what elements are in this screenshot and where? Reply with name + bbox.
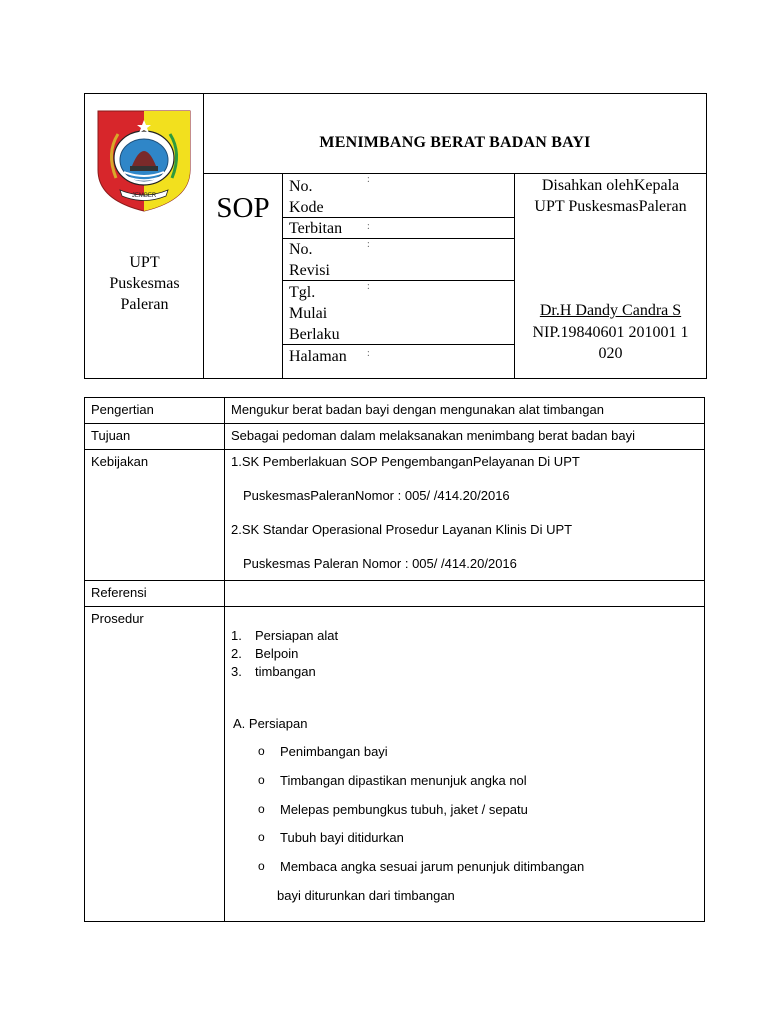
org-name-line: Paleran: [120, 296, 169, 313]
nip-line: 020: [598, 345, 623, 362]
meta-label: [289, 282, 340, 345]
meta-label-line: No.: [289, 178, 313, 195]
approval-line: Disahkan olehKepala: [541, 177, 680, 194]
meta-label: [289, 176, 324, 218]
organization-name: [85, 252, 204, 315]
bullet-icon: o: [258, 744, 265, 758]
tool-list-item: [231, 663, 316, 680]
row-tujuan: [85, 424, 704, 450]
meta-row-no-kode: [283, 174, 514, 218]
tujuan-text: Sebagai pedoman dalam melaksanakan menimbang berat badan bayi: [231, 428, 635, 443]
signatory-nip: [515, 322, 706, 364]
meta-row-tgl-mulai-berlaku: [283, 281, 514, 345]
signatory-name: Dr.H Dandy Candra S: [539, 302, 682, 319]
title-cell: [204, 94, 706, 174]
meta-label-line: Kode: [289, 199, 324, 216]
row-referensi: [85, 581, 704, 607]
row-kebijakan: [85, 450, 704, 581]
row-label: Pengertian: [91, 402, 154, 417]
bullet-icon: o: [258, 773, 265, 787]
meta-label-line: No.: [289, 241, 313, 258]
list-number: 1.: [231, 628, 242, 643]
row-pengertian: [85, 398, 704, 424]
procedure-step: Penimbangan bayi: [280, 744, 388, 759]
regency-emblem-logo: [94, 108, 194, 213]
kebijakan-line: 2.SK Standar Operasional Prosedur Layanan Klinis Di UPT: [231, 522, 573, 537]
tool-list-item: [231, 627, 338, 644]
kebijakan-line: Puskesmas Paleran Nomor : 005/ /414.20/2016: [243, 556, 517, 571]
procedure-step-continuation: bayi diturunkan dari timbangan: [277, 888, 455, 903]
meta-label-line: Revisi: [289, 262, 330, 279]
procedure-step: Melepas pembungkus tubuh, jaket / sepatu: [280, 802, 528, 817]
logo-banner-text: JEMBER: [131, 193, 157, 199]
meta-label: [289, 218, 342, 239]
meta-label-line: Berlaku: [289, 326, 340, 343]
kebijakan-line: PuskesmasPaleranNomor : 005/ /414.20/2016: [243, 488, 510, 503]
row-prosedur: [85, 607, 704, 921]
meta-label-line: Mulai: [289, 305, 328, 322]
row-label: Referensi: [91, 585, 147, 600]
meta-label: [289, 239, 330, 281]
sop-label: SOP: [216, 192, 270, 224]
bullet-icon: o: [258, 859, 265, 873]
sop-cell: [204, 174, 283, 378]
meta-colon: :: [367, 348, 370, 359]
procedure-step: Timbangan dipastikan menunjuk angka nol: [280, 773, 527, 788]
org-name-line: Puskesmas: [109, 275, 180, 292]
tool-list-item: [231, 645, 298, 662]
row-label: Kebijakan: [91, 454, 149, 469]
row-label: Prosedur: [91, 611, 144, 626]
meta-label-line: Tgl.: [289, 284, 316, 301]
meta-row-halaman: [283, 345, 514, 380]
sop-header-table: [84, 93, 707, 379]
list-text: Persiapan alat: [255, 628, 339, 643]
sop-content-table: [84, 397, 705, 922]
procedure-step: Membaca angka sesuai jarum penunjuk ditimbangan: [280, 859, 585, 874]
meta-colon: :: [367, 239, 370, 250]
procedure-step: Tubuh bayi ditidurkan: [280, 830, 404, 845]
list-text: Belpoin: [255, 646, 299, 661]
row-label: Tujuan: [91, 428, 131, 443]
list-number: 2.: [231, 646, 242, 661]
pengertian-text: Mengukur berat badan bayi dengan mengunakan alat timbangan: [231, 402, 604, 417]
meta-colon: :: [367, 281, 370, 292]
logo-cell: [85, 94, 204, 378]
meta-label-line: Halaman: [289, 348, 347, 365]
bullet-icon: o: [258, 802, 265, 816]
org-name-line: UPT: [129, 254, 160, 271]
approval-heading: [515, 175, 706, 217]
approval-cell: [515, 174, 706, 378]
meta-colon: :: [367, 174, 370, 185]
approval-line: UPT PuskesmasPaleran: [534, 198, 687, 215]
meta-row-terbitan: [283, 218, 514, 239]
kebijakan-line: 1.SK Pemberlakuan SOP PengembanganPelayanan Di UPT: [231, 454, 580, 469]
document-meta-column: [283, 174, 515, 378]
meta-label-line: Terbitan: [289, 220, 343, 237]
meta-colon: :: [367, 221, 370, 232]
list-text: timbangan: [255, 664, 316, 679]
meta-label: [289, 346, 347, 367]
nip-line: NIP.19840601 201001 1: [532, 324, 689, 341]
document-title: MENIMBANG BERAT BADAN BAYI: [319, 134, 591, 151]
section-heading: A. Persiapan: [233, 716, 308, 731]
meta-row-no-revisi: [283, 239, 514, 281]
list-number: 3.: [231, 664, 242, 679]
bullet-icon: o: [258, 830, 265, 844]
